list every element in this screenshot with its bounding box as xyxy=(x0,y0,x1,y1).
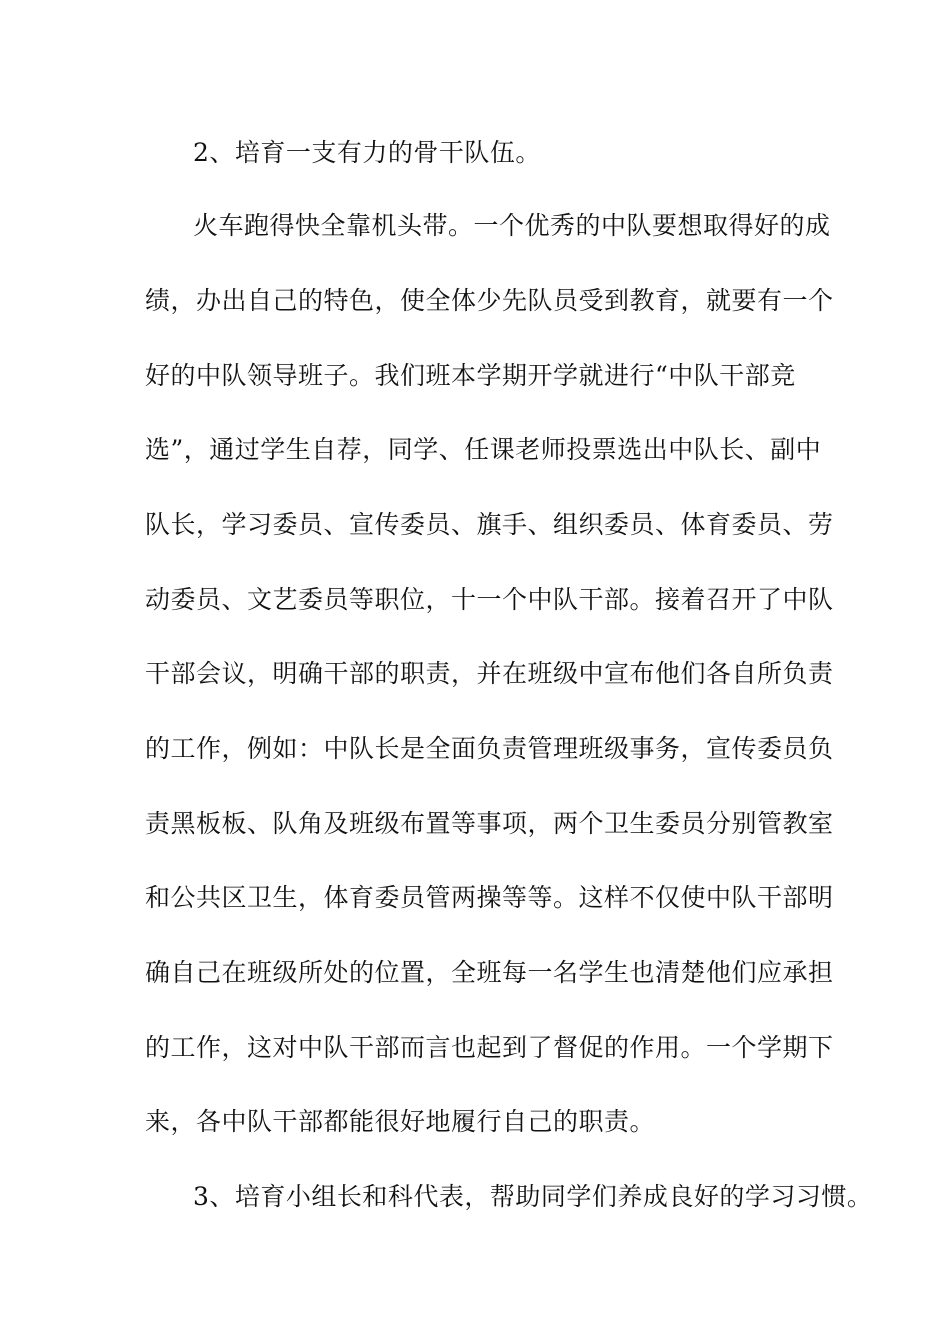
paragraph-line: 的工作，例如：中队长是全面负责管理班级事务，宣传委员负 xyxy=(145,734,834,763)
paragraph-line: 和公共区卫生，体育委员管两操等等。这样不仅使中队干部明 xyxy=(145,883,834,912)
paragraph-line: 好的中队领导班子。我们班本学期开学就进行“中队干部竞 xyxy=(145,361,796,390)
paragraph-line: 选”，通过学生自荐，同学、任课老师投票选出中队长、副中 xyxy=(145,435,822,464)
paragraph-line: 队长，学习委员、宣传委员、旗手、组织委员、体育委员、劳 xyxy=(145,510,834,539)
paragraph-line: 的工作，这对中队干部而言也起到了督促的作用。一个学期下 xyxy=(145,1033,834,1062)
section-heading-2: 2、培育一支有力的骨干队伍。 xyxy=(193,138,541,167)
paragraph-line: 火车跑得快全靠机头带。一个优秀的中队要想取得好的成 xyxy=(193,211,831,240)
paragraph-line: 确自己在班级所处的位置，全班每一名学生也清楚他们应承担 xyxy=(145,958,834,987)
paragraph-line: 绩，办出自己的特色，使全体少先队员受到教育，就要有一个 xyxy=(145,286,834,315)
paragraph-line: 来，各中队干部都能很好地履行自己的职责。 xyxy=(145,1107,656,1136)
paragraph-line: 责黑板板、队角及班级布置等事项，两个卫生委员分别管教室 xyxy=(145,809,834,838)
section-heading-3: 3、培育小组长和科代表，帮助同学们养成良好的学习习惯。 xyxy=(193,1182,873,1211)
paragraph-line: 干部会议，明确干部的职责，并在班级中宣布他们各自所负责 xyxy=(145,659,834,688)
paragraph-line: 动委员、文艺委员等职位，十一个中队干部。接着召开了中队 xyxy=(145,585,834,614)
